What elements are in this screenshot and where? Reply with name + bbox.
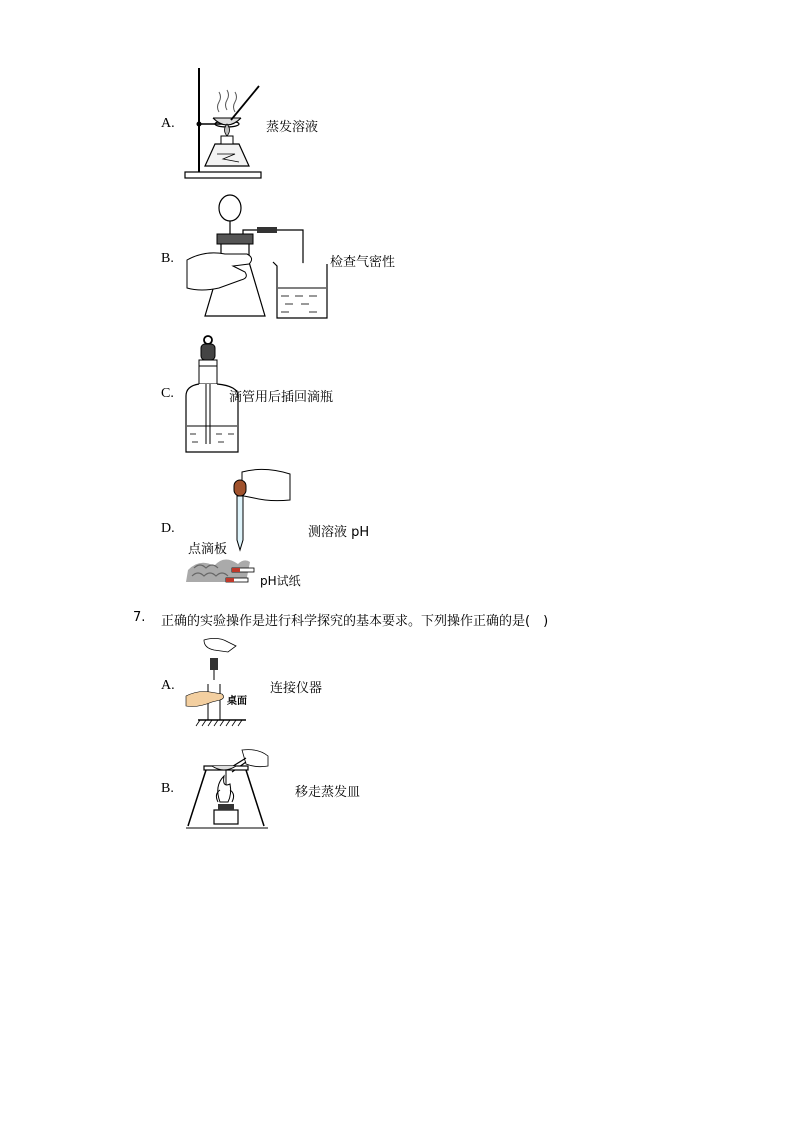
table-label: 桌面 [227,696,247,707]
ph-paper-label: pH试纸 [260,574,301,588]
option-b-caption: 检查气密性 [330,255,396,270]
question-number: 7. [133,610,146,625]
option-d-caption: 测溶液 pH [308,525,370,540]
airtightness-check-illustration [185,192,330,322]
option-b-letter: B. [161,251,174,266]
question-text: 正确的实验操作是进行科学探究的基本要求。下列操作正确的是( ) [161,614,549,629]
evaporation-apparatus-illustration [183,66,263,182]
option-c-caption: 滴管用后插回滴瓶 [229,390,334,405]
option-a-letter: A. [161,116,175,131]
spot-plate-label: 点滴板 [188,542,228,557]
option-c-letter: C. [161,386,174,401]
q7-option-b-caption: 移走蒸发皿 [295,785,361,800]
q7-option-a-letter: A. [161,678,175,693]
option-a-caption: 蒸发溶液 [266,120,319,135]
remove-evaporating-dish-illustration [184,748,270,830]
connect-apparatus-illustration [184,636,260,728]
q7-option-b-letter: B. [161,781,174,796]
ph-test-illustration [184,466,296,588]
option-d-letter: D. [161,521,175,536]
q7-option-a-caption: 连接仪器 [270,681,323,696]
